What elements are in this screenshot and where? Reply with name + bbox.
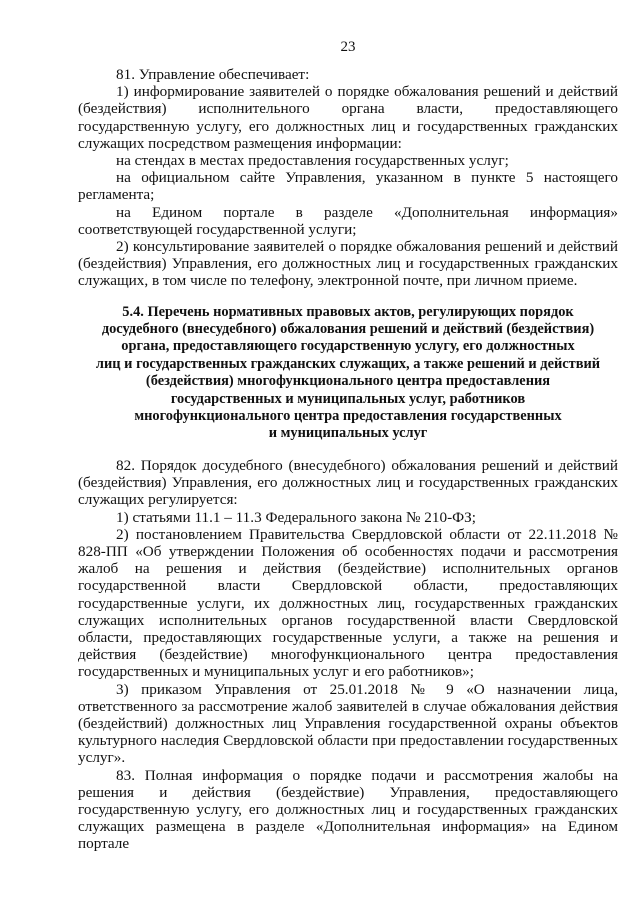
paragraph-82-item-2: 2) постановлением Правительства Свердловской области от 22.11.2018 № 828-ПП «Об утверждении Положения об особенностях подачи и рассмотрения жалоб на решения и действия (бездействие) исполнительных органов государственной власти Свердловской области, предоставляющих государственные услуги, их должностных лиц, государственных гражданских служащих исполнительных органов государственной власти Свердловской области, предоставляющих государственные услуги, а также на решения и действия (бездействие) многофункционального центра предоставления государственных и муниципальных услуг и его работников»; (78, 525, 618, 681)
paragraph-82: 82. Порядок досудебного (внесудебного) обжалования решений и действий (бездействия) Управления, его должностных лиц и государственных гражданских служащих регулируется: (78, 456, 618, 509)
paragraph-81-website: на официальном сайте Управления, указанном в пункте 5 настоящего регламента; (78, 169, 618, 204)
paragraph-82-item-1: 1) статьями 11.1 – 11.3 Федерального закона № 210-ФЗ; (116, 508, 476, 526)
heading-line: (бездействия) многофункционального центра предоставления (145, 373, 551, 390)
paragraph-83: 83. Полная информация о порядке подачи и рассмотрения жалобы на решения и действия (бездействие) Управления, предоставляющего государственную услугу, его должностных лиц и государственных гражданских служащих размещена в разделе «Дополнительная информация» на Едином портале (78, 766, 618, 853)
paragraph-81-stands: на стендах в местах предоставления государственных услуг; (116, 152, 509, 170)
section-heading-5-4 (78, 304, 618, 443)
paragraph-81-portal: на Едином портале в разделе «Дополнительная информация» соответствующей государственной услуги; (78, 203, 618, 238)
paragraph-82-item-3: 3) приказом Управления от 25.01.2018 № 9 «О назначении лица, ответственного за рассмотрение жалоб заявителей в случае обжалования действия (бездействий) должностных лиц Управления государственной охраны объектов культурного наследия Свердловской области при предоставлении государственных услуг». (78, 680, 618, 767)
heading-line: лиц и государственных гражданских служащих, а также решений и действий (95, 355, 601, 372)
heading-line: и муниципальных услуг (268, 425, 428, 442)
heading-line: многофункционального центра предоставления государственных (134, 408, 562, 425)
heading-line: 5.4. Перечень нормативных правовых актов, регулирующих порядок (122, 303, 574, 320)
paragraph-81: 81. Управление обеспечивает: (116, 66, 310, 83)
paragraph-81-item-1: 1) информирование заявителей о порядке обжалования решений и действий (бездействия) исполнительного органа власти, предоставляющего государственную услугу, его должностных лиц и государственных гражданских служащих посредством размещения информации: (78, 83, 618, 152)
heading-line: органа, предоставляющего государственную услугу, его должностных (121, 338, 575, 355)
heading-line: государственных и муниципальных услуг, работников (170, 390, 526, 407)
paragraph-81-item-2: 2) консультирование заявителей о порядке обжалования решений и действий (бездействия) Управления, его должностных лиц и государственных гражданских служащих, в том числе по телефону, электронной почте, при личном приеме. (78, 238, 618, 290)
page-number: 23 (340, 39, 356, 55)
heading-line: досудебного (внесудебного) обжалования решений и действий (бездействия) (101, 321, 595, 338)
document-page (78, 38, 618, 853)
